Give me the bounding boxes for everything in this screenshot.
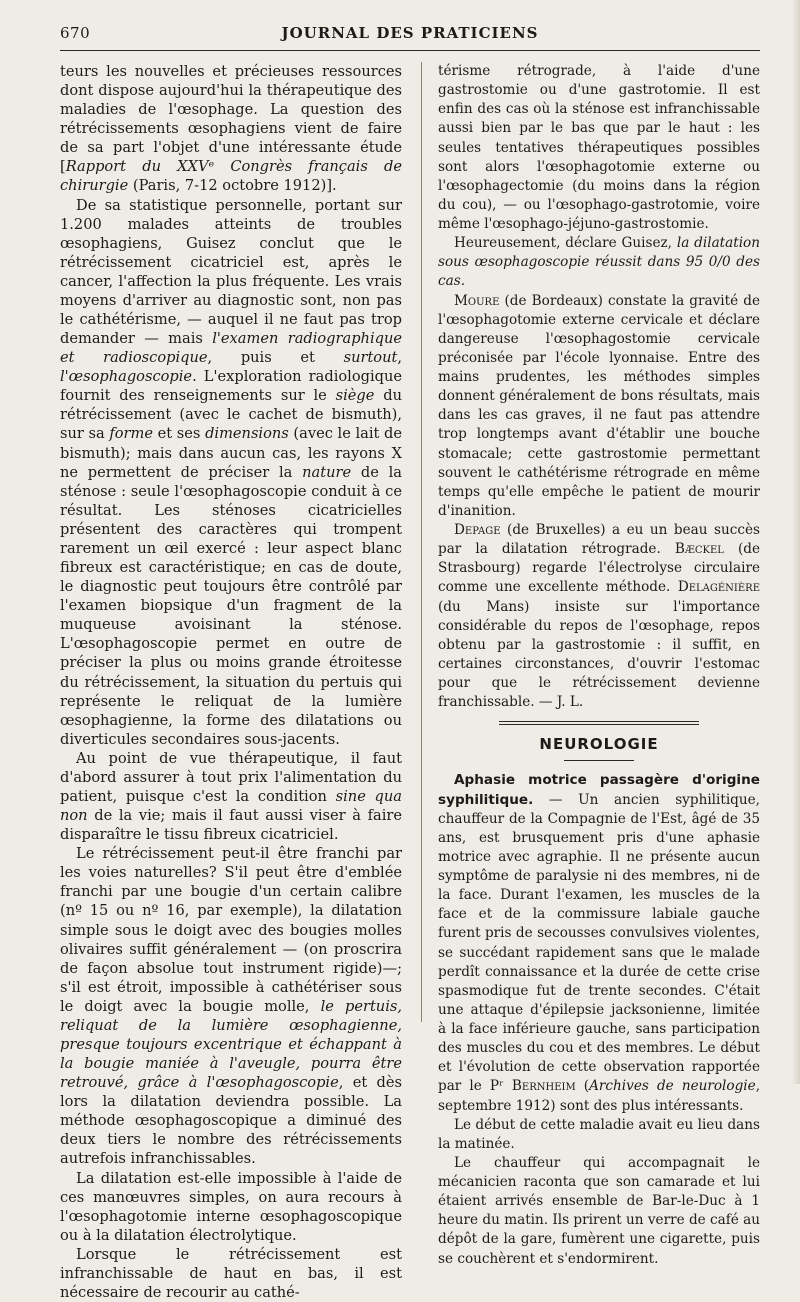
- article-paragraph: Aphasie motrice passagère d'origine syphilitique. — Un ancien syphilitique, chauffeur de la Compagnie de l'Est, âgé de 35 ans, est brusquement pris d'une aphasie motrice avec agraphie. Il ne présente aucun symptôme de paralysie ni des membres, ni de la face. Durant l'examen, les muscles de la face et de la commissure labiale gauche furent pris de secousses convulsives violentes, se succédant rapidement sans que le malade perdît connaissance et la durée de cette crise spasmodique fut de trente secondes. C'était une attaque d'épilepsie jacksonienne, limitée à la face inférieure gauche, sans participation des muscles du cou et des membres. Le début et l'évolution de cette observation rapportée par le Pʳ Bernheim (Archives de neurologie, septembre 1912) sont des plus intéressants.: [438, 772, 761, 1114]
- running-header: [60, 20, 760, 51]
- paragraph: teurs les nouvelles et précieuses ressources dont dispose aujourd'hui la thérapeutique des maladies de l'œsophage. La question des rétrécissements œsophagiens vient de faire de sa part l'objet d'une intéressante étude [Rapport du XXVᵉ Congrès français de chirurgie (Paris, 7-12 octobre 1912)].: [60, 63, 402, 195]
- paragraph: Lorsque le rétrécissement est infranchissable de haut en bas, il est nécessaire de recourir au cathé-: [60, 1245, 402, 1301]
- paragraph: Le début de cette maladie avait eu lieu dans la matinée.: [438, 1116, 760, 1152]
- section-title: NEUROLOGIE: [539, 735, 659, 754]
- author-name: Depage: [454, 522, 501, 538]
- right-column: [438, 62, 760, 1269]
- author-name: Bernheim: [511, 1078, 576, 1095]
- article-title: Aphasie motrice passagère d'origine syphilitique.: [438, 772, 760, 808]
- paragraph: Moure (de Bordeaux) constate la gravité de l'œsophagotomie externe cervicale et déclare dangereuse l'œsophagostomie cervicale préconisée par l'école lyonnaise. Entre des mains prudentes, les méthodes simples donnent généralement de bons résultats, mais dans les cas graves, il ne faut pas attendre trop longtemps avant d'établir une bouche stomacale; cette gastrostomie permettant souvent le cathétérisme rétrograde en même temps qu'elle empêche le patient de mourir d'inanition.: [438, 292, 760, 519]
- author-name: Bæckel: [674, 541, 724, 558]
- paragraph: Le rétrécissement peut-il être franchi par les voies naturelles? S'il peut être d'emblée franchi par une bougie d'un certain calibre (nº 15 ou nº 16, par exemple), la dilatation simple sous le doigt avec des bougies molles olivaires suffit généralement — (on proscrira de façon absolue tout instrument rigide)—; s'il est étroit, impossible à cathétériser sous le doigt avec la bougie molle, le pertuis, reliquat de la lumière œsophagienne, presque toujours excentrique et échappant à la bougie maniée à l'aveugle, pourra être retrouvé, grâce à l'œsophagoscopie, et dès lors la dilatation deviendra possible. La méthode œsophagoscopique a diminué des deux tiers le nombre des rétrécissements autrefois infranchissables.: [60, 845, 403, 1168]
- paragraph: La dilatation est-elle impossible à l'aide de ces manœuvres simples, on aura recours à l'œsophagotomie interne œsophagoscopique ou à la dilatation électrolytique.: [60, 1169, 402, 1244]
- page-number: 670: [60, 24, 91, 42]
- journal-title: JOURNAL DES PRATICIENS: [281, 24, 539, 42]
- paragraph: Au point de vue thérapeutique, il faut d'abord assurer à tout prix l'alimentation du patient, puisque c'est la condition sine qua non de la vie; mais il faut aussi viser à faire disparaître le tissu fibreux cicatriciel.: [60, 749, 402, 844]
- paragraph: Le chauffeur qui accompagnait le mécanicien raconta que son camarade et lui étaient arrivés ensemble de Bar-le-Duc à 1 heure du matin. Ils prirent un verre de café au dépôt de la gare, fumèrent une cigarette, puis se couchèrent et s'endormirent.: [438, 1154, 761, 1267]
- author-name: Moure: [454, 292, 500, 309]
- page-edge-shadow: [792, 0, 800, 1084]
- section-separator: [499, 721, 699, 725]
- paragraph: Heureusement, déclare Guisez, la dilatation sous œsophagoscopie réussit dans 95 0/0 des cas.: [438, 235, 760, 290]
- left-column: [60, 62, 402, 1302]
- paragraph: Depage (de Bruxelles) a eu un beau succès par la dilatation rétrograde. Bæckel (de Strasbourg) regarde l'électrolyse circulaire comme une excellente méthode. Delagénière (du Mans) insiste sur l'importance considérable du repos de l'œsophage, repos obtenu par la gastrostomie : il suffit, en certaines circonstances, d'ouvrir l'estomac pour que le rétrécissement devienne franchissable. — J. L.: [438, 522, 761, 711]
- section-underline: [564, 760, 634, 761]
- paragraph: De sa statistique personnelle, portant sur 1.200 malades atteints de troubles œsophagiens, Guisez conclut que le rétrécissement cicatriciel est, après le cancer, l'affection la plus fréquente. Les vrais moyens d'arriver au diagnostic sont, non pas le cathétérisme, — auquel il ne faut pas trop demander — mais l'examen radiographique et radioscopique, puis et surtout, l'œsophagoscopie. L'exploration radiologique fournit des renseignements sur le siège du rétrécissement (avec le cachet de bismuth), sur sa forme et ses dimensions (avec le lait de bismuth); mais dans aucun cas, les rayons X ne permettent de préciser la nature de la sténose : seule l'œsophagoscopie conduit à ce résultat. Les sténoses cicatricielles présentent des caractères qui trompent rarement un œil exercé : leur aspect blanc fibreux est caractéristique; en cas de doute, le diagnostic peut toujours être contrôlé par l'examen biopsique d'un fragment de la muqueuse avoisinant la sténose. L'œsophagoscopie permet en outre de préciser la plus ou moins grande étroitesse du rétrécissement, la situation du pertuis qui représente le reliquat de la lumière œsophagienne, la forme des dilatations ou diverticules secondaires sous-jacents.: [60, 196, 402, 748]
- paragraph: térisme rétrograde, à l'aide d'une gastrostomie ou d'une gastrotomie. Il est enfin des cas où la sténose est infranchissable aussi bien par le bas que par le haut : les seules tentatives thérapeutiques possibles sont alors l'œsophagotomie externe ou l'œsophagectomie (du moins dans la région du cou), — ou l'œsophago-gastrotomie, voire même l'œsophago-jéjuno-gastrostomie.: [438, 63, 760, 232]
- column-divider: [421, 62, 422, 1022]
- author-name: Delagénière: [677, 579, 760, 596]
